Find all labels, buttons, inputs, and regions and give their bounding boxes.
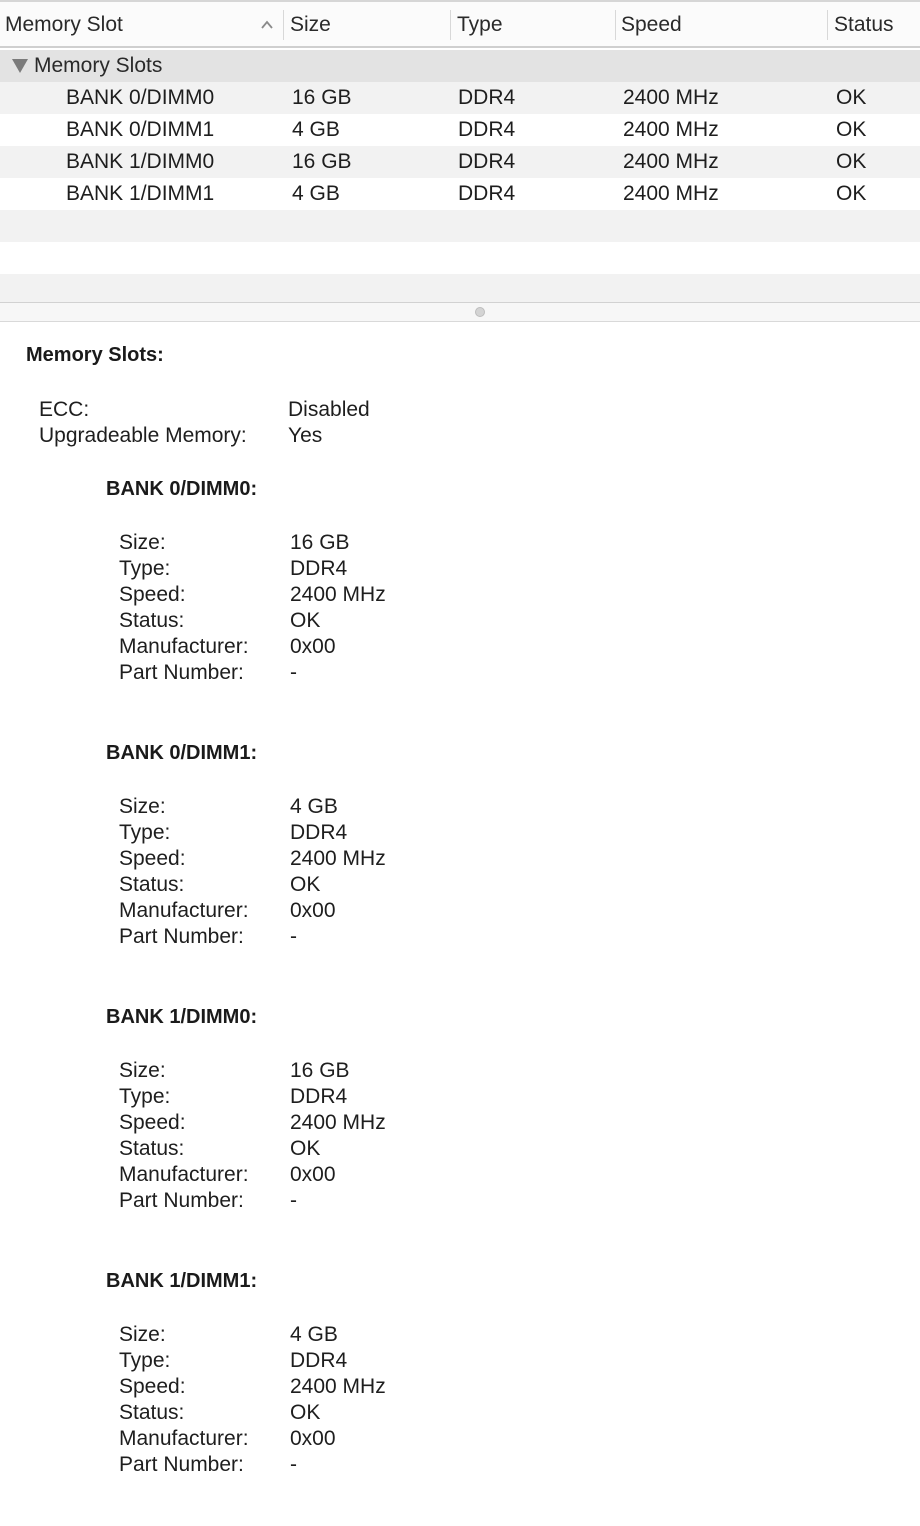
cell-slot: BANK 1/DIMM1 (66, 182, 215, 205)
column-header-label: Size (290, 13, 331, 36)
cell-size: 4 GB (292, 118, 340, 141)
empty-row (0, 242, 920, 274)
empty-row (0, 210, 920, 242)
field-label: Part Number: (119, 1453, 244, 1476)
cell-speed: 2400 MHz (623, 182, 719, 205)
cell-status: OK (836, 86, 867, 109)
field-value: 2400 MHz (290, 583, 386, 606)
column-header-status[interactable] (828, 2, 920, 48)
memory-slot-table (0, 0, 920, 303)
field-value: 16 GB (290, 531, 350, 554)
cell-size: 4 GB (292, 182, 340, 205)
field-label: Size: (119, 531, 166, 554)
cell-speed: 2400 MHz (623, 118, 719, 141)
field-value: - (290, 661, 297, 684)
column-header-label: Status (834, 13, 894, 36)
cell-status: OK (836, 150, 867, 173)
field-label: Size: (119, 795, 166, 818)
field-value: 4 GB (290, 795, 338, 818)
cell-speed: 2400 MHz (623, 150, 719, 173)
field-label: Status: (119, 609, 185, 632)
table-header (0, 0, 920, 48)
field-value: DDR4 (290, 1085, 348, 1108)
bank-title: BANK 1/DIMM0: (106, 1006, 258, 1028)
pane-splitter[interactable] (0, 302, 920, 322)
cell-speed: 2400 MHz (623, 86, 719, 109)
bank-title: BANK 0/DIMM1: (106, 742, 258, 764)
field-value: OK (290, 1401, 321, 1424)
field-label: Type: (119, 1085, 171, 1108)
cell-slot: BANK 0/DIMM1 (66, 118, 215, 141)
column-header-label: Memory Slot (5, 13, 123, 36)
upgradeable-value: Yes (288, 424, 323, 447)
cell-type: DDR4 (458, 150, 516, 173)
field-label: Part Number: (119, 925, 244, 948)
field-label: Manufacturer: (119, 635, 249, 658)
field-value: 2400 MHz (290, 1375, 386, 1398)
cell-slot: BANK 0/DIMM0 (66, 86, 215, 109)
column-header-label: Speed (621, 13, 682, 36)
cell-status: OK (836, 118, 867, 141)
group-label: Memory Slots (34, 54, 163, 77)
field-value: - (290, 1189, 297, 1212)
field-label: Manufacturer: (119, 1427, 249, 1450)
field-label: Status: (119, 873, 185, 896)
field-value: - (290, 925, 297, 948)
field-label: Part Number: (119, 1189, 244, 1212)
table-row[interactable] (0, 82, 920, 114)
field-value: 0x00 (290, 1163, 336, 1186)
empty-row (0, 274, 920, 302)
field-label: Manufacturer: (119, 899, 249, 922)
cell-type: DDR4 (458, 182, 516, 205)
field-label: Size: (119, 1323, 166, 1346)
field-label: Speed: (119, 1375, 186, 1398)
ecc-value: Disabled (288, 398, 370, 421)
column-header-label: Type (457, 13, 503, 36)
table-row[interactable] (0, 114, 920, 146)
field-label: Status: (119, 1137, 185, 1160)
field-label: Manufacturer: (119, 1163, 249, 1186)
field-value: 16 GB (290, 1059, 350, 1082)
table-row[interactable] (0, 146, 920, 178)
bank-title: BANK 1/DIMM1: (106, 1270, 258, 1292)
field-value: 2400 MHz (290, 1111, 386, 1134)
field-label: Type: (119, 557, 171, 580)
ecc-label: ECC: (39, 398, 90, 421)
field-value: DDR4 (290, 557, 348, 580)
chevron-up-icon (260, 18, 274, 32)
field-label: Type: (119, 821, 171, 844)
cell-size: 16 GB (292, 150, 352, 173)
field-label: Speed: (119, 847, 186, 870)
field-value: 4 GB (290, 1323, 338, 1346)
column-header-type[interactable] (451, 2, 616, 48)
cell-status: OK (836, 182, 867, 205)
bank-title: BANK 0/DIMM0: (106, 478, 258, 500)
cell-type: DDR4 (458, 118, 516, 141)
splitter-handle-icon[interactable] (475, 307, 485, 317)
table-rows (0, 82, 920, 210)
field-label: Size: (119, 1059, 166, 1082)
cell-size: 16 GB (292, 86, 352, 109)
field-value: OK (290, 873, 321, 896)
field-value: 0x00 (290, 899, 336, 922)
upgradeable-label: Upgradeable Memory: (39, 424, 247, 447)
field-value: 0x00 (290, 635, 336, 658)
cell-slot: BANK 1/DIMM0 (66, 150, 215, 173)
column-header-size[interactable] (284, 2, 451, 48)
field-value: 2400 MHz (290, 847, 386, 870)
disclosure-triangle-icon[interactable] (12, 59, 28, 73)
field-value: DDR4 (290, 821, 348, 844)
group-row-memory-slots[interactable] (0, 50, 920, 82)
field-label: Speed: (119, 583, 186, 606)
field-value: OK (290, 1137, 321, 1160)
field-value: - (290, 1453, 297, 1476)
field-label: Type: (119, 1349, 171, 1372)
field-label: Part Number: (119, 661, 244, 684)
detail-title: Memory Slots: (26, 344, 164, 366)
field-value: 0x00 (290, 1427, 336, 1450)
column-header-speed[interactable] (616, 2, 828, 48)
column-header-memory-slot[interactable] (0, 2, 284, 48)
field-label: Speed: (119, 1111, 186, 1134)
table-row[interactable] (0, 178, 920, 210)
field-label: Status: (119, 1401, 185, 1424)
field-value: OK (290, 609, 321, 632)
field-value: DDR4 (290, 1349, 348, 1372)
cell-type: DDR4 (458, 86, 516, 109)
